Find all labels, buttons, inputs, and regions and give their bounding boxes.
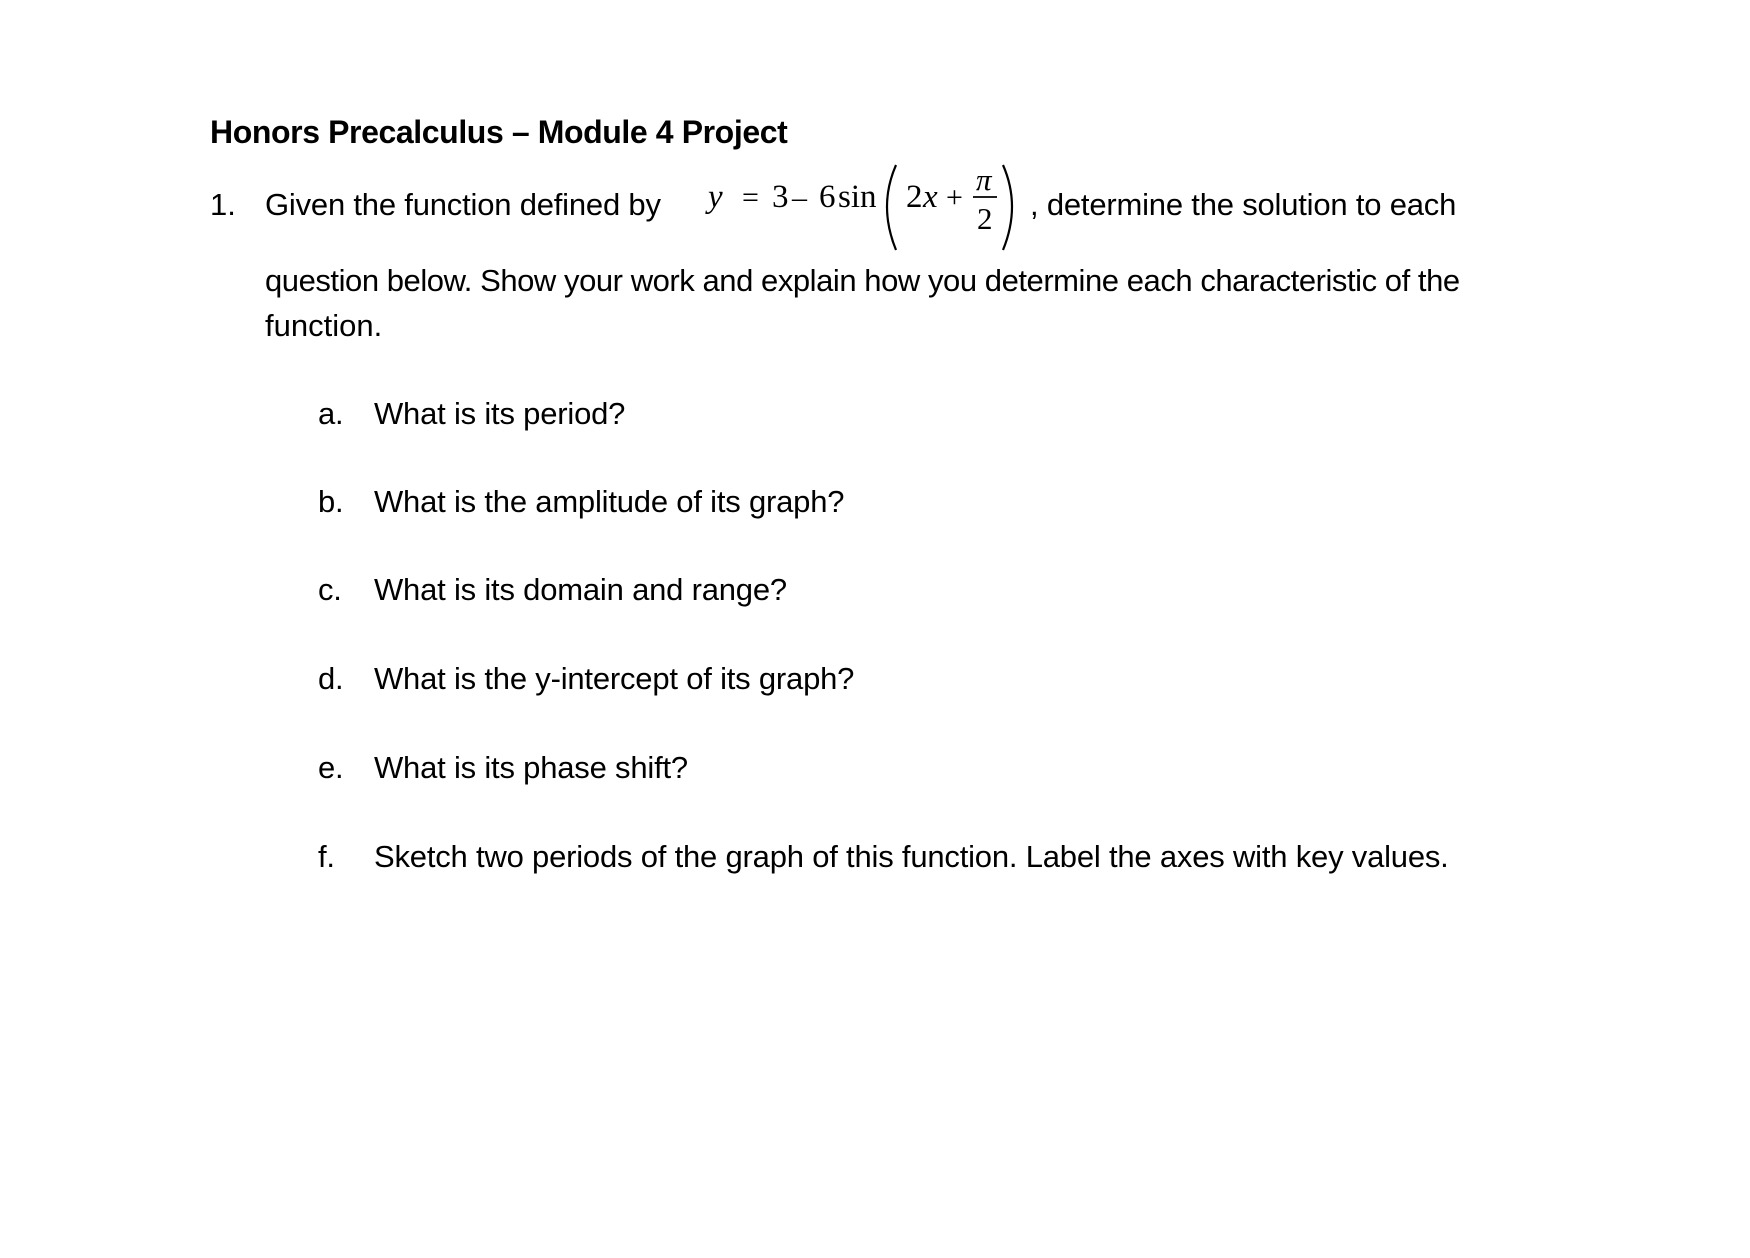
- sub-question-c: [318, 572, 787, 608]
- question-intro-after: , determine the solution to each: [1030, 187, 1457, 222]
- right-paren: [1003, 165, 1012, 250]
- sub-question-letter: b.: [318, 484, 344, 519]
- formula-plus: +: [946, 181, 963, 214]
- left-paren: [887, 165, 896, 250]
- sub-question-text: What is the amplitude of its graph?: [374, 484, 845, 519]
- formula-equals: =: [742, 181, 759, 214]
- formula-frac-num: π: [976, 162, 992, 197]
- sub-question-letter: c.: [318, 572, 342, 607]
- sub-question-text: What is the y-intercept of its graph?: [374, 661, 855, 696]
- question-line-2: question below. Show your work and explain how you determine each characteristic of the: [265, 263, 1460, 298]
- formula-y: y: [708, 179, 723, 215]
- sub-question-e: [318, 750, 688, 786]
- sub-question-f: [318, 839, 1449, 875]
- formula-frac-den: 2: [977, 201, 993, 236]
- question-intro-before: Given the function defined by: [265, 187, 661, 222]
- sub-question-letter: d.: [318, 661, 344, 696]
- sub-question-text: What is its domain and range?: [374, 572, 787, 607]
- sub-question-text: What is its period?: [374, 396, 626, 431]
- sub-question-letter: e.: [318, 750, 344, 785]
- sub-question-text: What is its phase shift?: [374, 750, 688, 785]
- formula-coefficient: 6: [819, 179, 836, 215]
- question-number: 1.: [210, 187, 236, 222]
- formula-func: sin: [838, 179, 877, 215]
- sub-question-d: [318, 661, 854, 697]
- function-formula: [706, 160, 1052, 265]
- sub-question-b: [318, 484, 844, 520]
- formula-inner-var: x: [923, 179, 938, 215]
- question-line-3: function.: [265, 308, 383, 343]
- formula-inner-coef: 2: [906, 179, 923, 215]
- sub-question-letter: f.: [318, 839, 335, 874]
- sub-question-text: Sketch two periods of the graph of this function. Label the axes with key values.: [374, 839, 1449, 874]
- sub-question-letter: a.: [318, 396, 344, 431]
- formula-svg: [706, 160, 1052, 265]
- formula-constant: 3: [772, 179, 789, 215]
- sub-question-a: [318, 396, 625, 432]
- formula-minus: –: [792, 181, 807, 214]
- page-title: Honors Precalculus – Module 4 Project: [210, 114, 788, 150]
